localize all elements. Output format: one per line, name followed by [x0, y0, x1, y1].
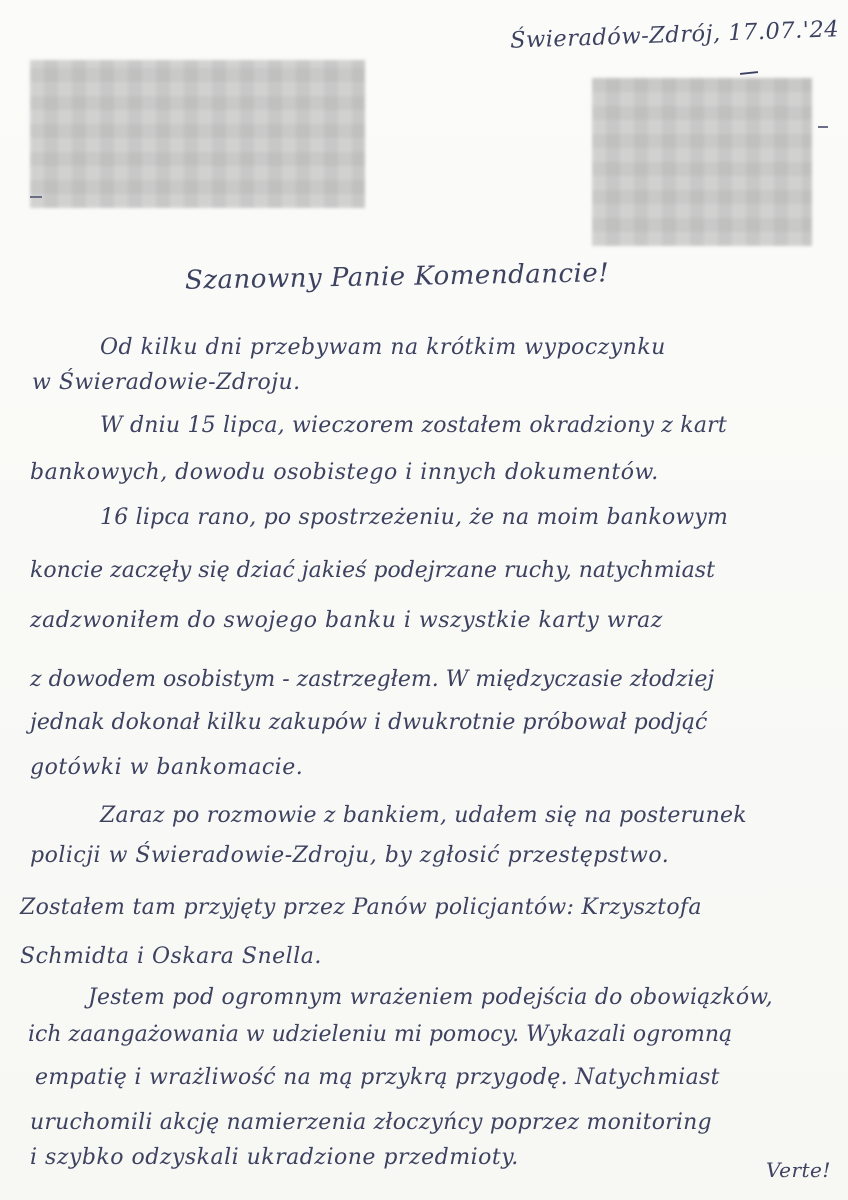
letter-line: jednak dokonał kilku zakupów i dwukrotnie próbował podjąć	[30, 710, 708, 735]
letter-line: Zaraz po rozmowie z bankiem, udałem się na posterunek	[100, 803, 747, 828]
margin-mark	[818, 126, 828, 128]
letter-line: gotówki w bankomacie.	[30, 755, 304, 780]
margin-mark	[30, 196, 42, 198]
letter-line: bankowych, dowodu osobistego i innych dokumentów.	[30, 460, 659, 485]
letter-line: koncie zaczęły się dziać jakieś podejrzane ruchy, natychmiast	[30, 558, 715, 583]
redacted-sender-address	[30, 60, 365, 208]
letter-line: uruchomili akcję namierzenia złoczyńcy poprzez monitoring	[30, 1110, 712, 1135]
letter-line: Schmidta i Oskara Snella.	[20, 944, 322, 969]
closing-note: Verte!	[766, 1158, 831, 1182]
letter-line: w Świeradowie-Zdroju.	[32, 370, 301, 395]
letter-line: Zostałem tam przyjęty przez Panów policjantów: Krzysztofa	[20, 895, 702, 920]
letter-line: z dowodem osobistym - zastrzegłem. W międzyczasie złodziej	[30, 667, 715, 692]
letter-line: empatię i wrażliwość na mą przykrą przygodę. Natychmiast	[35, 1065, 720, 1090]
letter-line: W dniu 15 lipca, wieczorem zostałem okradziony z kart	[100, 413, 727, 438]
letter-line: i szybko odzyskali ukradzione przedmioty.	[30, 1145, 519, 1170]
redacted-recipient-address	[592, 78, 812, 246]
place-date: Świeradów-Zdrój, 17.07.'24	[509, 16, 840, 54]
letter-line: Jestem pod ogromnym wrażeniem podejścia do obowiązków,	[88, 985, 773, 1010]
letter-line: zadzwoniłem do swojego banku i wszystkie karty wraz	[30, 608, 663, 633]
letter-line: policji w Świeradowie-Zdroju, by zgłosić przestępstwo.	[30, 843, 670, 868]
letter-line: 16 lipca rano, po spostrzeżeniu, że na moim bankowym	[100, 505, 729, 530]
letter-line: ich zaangażowania w udzieleniu mi pomocy. Wykazali ogromną	[28, 1022, 733, 1047]
salutation: Szanowny Panie Komendancie!	[184, 258, 610, 296]
letter-line: Od kilku dni przebywam na krótkim wypoczynku	[100, 335, 666, 360]
date-underline	[740, 71, 758, 75]
